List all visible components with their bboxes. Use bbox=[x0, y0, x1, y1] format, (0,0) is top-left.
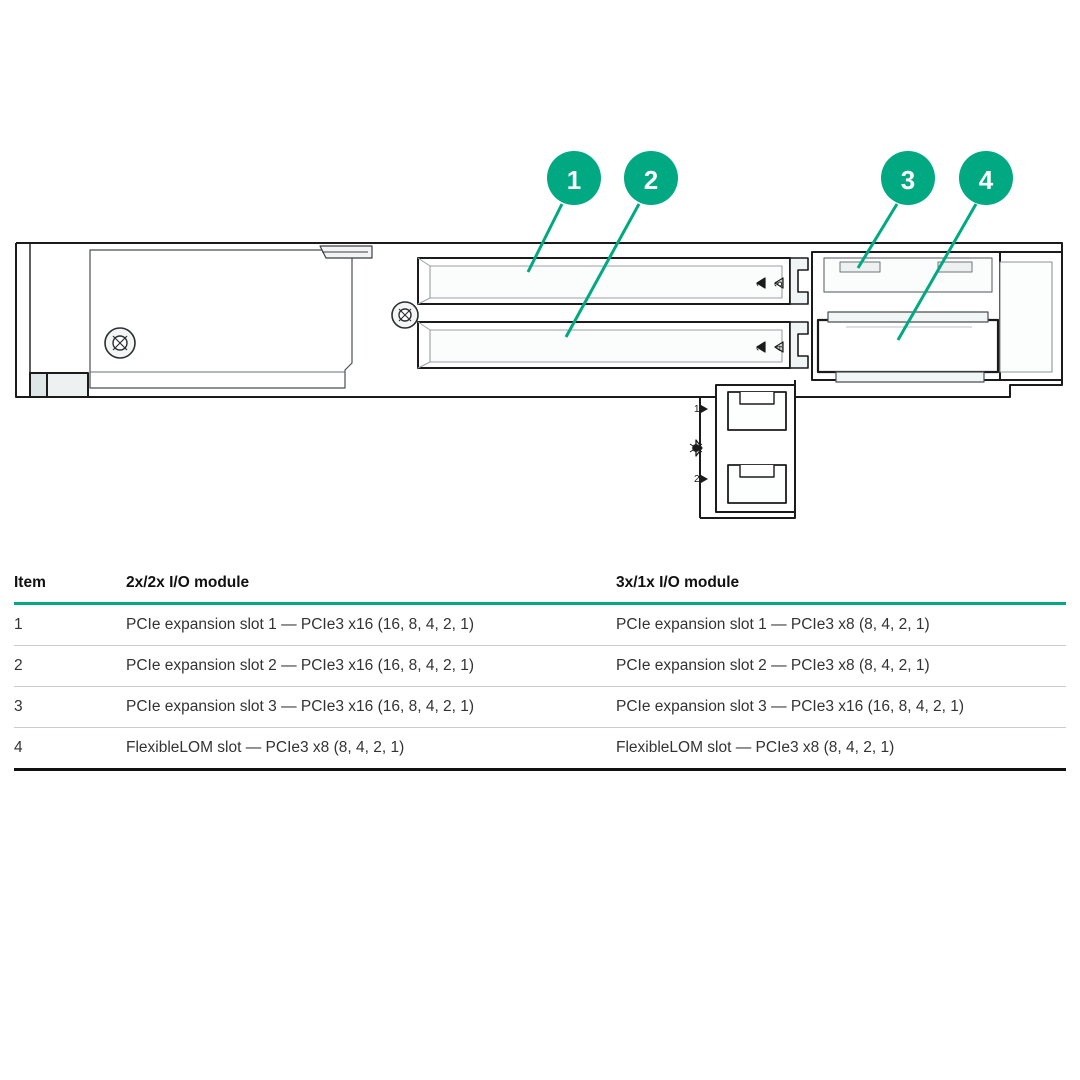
callout-1 bbox=[547, 151, 601, 205]
callout-1-label: 1 bbox=[566, 165, 582, 195]
header-item: Item bbox=[14, 574, 46, 591]
slot-mark-4: 4 bbox=[773, 344, 785, 352]
nic-port-mark-2: 2 bbox=[694, 474, 700, 485]
callout-4 bbox=[959, 151, 1013, 205]
table-row bbox=[14, 604, 1066, 646]
slot-mark-3: 3 bbox=[773, 280, 785, 288]
callout-3-label: 3 bbox=[900, 165, 916, 195]
row-module-3x1x: FlexibleLOM slot — PCIe3 x8 (8, 4, 2, 1) bbox=[616, 728, 1066, 770]
row-module-2x2x: FlexibleLOM slot — PCIe3 x8 (8, 4, 2, 1) bbox=[126, 728, 616, 770]
row-item: 1 bbox=[14, 604, 126, 646]
pcie-slot-2 bbox=[418, 322, 790, 368]
nic-port-mark-1: 1 bbox=[694, 404, 700, 415]
row-module-3x1x: PCIe expansion slot 2 — PCIe3 x8 (8, 4, 2, 1) bbox=[616, 646, 1066, 687]
slot-mark-2: 2 bbox=[755, 344, 767, 352]
row-module-2x2x: PCIe expansion slot 1 — PCIe3 x16 (16, 8, 4, 2, 1) bbox=[126, 604, 616, 646]
callout-group bbox=[547, 151, 1013, 205]
callout-4-label: 4 bbox=[978, 165, 994, 195]
table-row bbox=[14, 687, 1066, 728]
slot-mark-1: 1 bbox=[755, 280, 767, 288]
table-row bbox=[14, 728, 1066, 770]
table-header-row bbox=[14, 570, 1066, 604]
nic-port-1 bbox=[728, 392, 786, 430]
header-module-3x1x: 3x/1x I/O module bbox=[616, 574, 740, 591]
callout-2-label: 2 bbox=[643, 165, 659, 195]
row-item: 2 bbox=[14, 646, 126, 687]
callout-2 bbox=[624, 151, 678, 205]
table-row bbox=[14, 646, 1066, 687]
row-module-2x2x: PCIe expansion slot 2 — PCIe3 x16 (16, 8, 4, 2, 1) bbox=[126, 646, 616, 687]
nic-port-2 bbox=[728, 465, 786, 503]
slot-latch bbox=[790, 258, 808, 368]
embedded-nic-block bbox=[690, 385, 795, 512]
pcie-slot-spec-table bbox=[14, 570, 1066, 771]
row-item: 3 bbox=[14, 687, 126, 728]
header-module-2x2x: 2x/2x I/O module bbox=[126, 574, 250, 591]
row-module-2x2x: PCIe expansion slot 3 — PCIe3 x16 (16, 8, 4, 2, 1) bbox=[126, 687, 616, 728]
row-module-3x1x: PCIe expansion slot 3 — PCIe3 x16 (16, 8, 4, 2, 1) bbox=[616, 687, 1066, 728]
row-module-3x1x: PCIe expansion slot 1 — PCIe3 x8 (8, 4, 2, 1) bbox=[616, 604, 1066, 646]
callout-3 bbox=[881, 151, 935, 205]
row-item: 4 bbox=[14, 728, 126, 770]
